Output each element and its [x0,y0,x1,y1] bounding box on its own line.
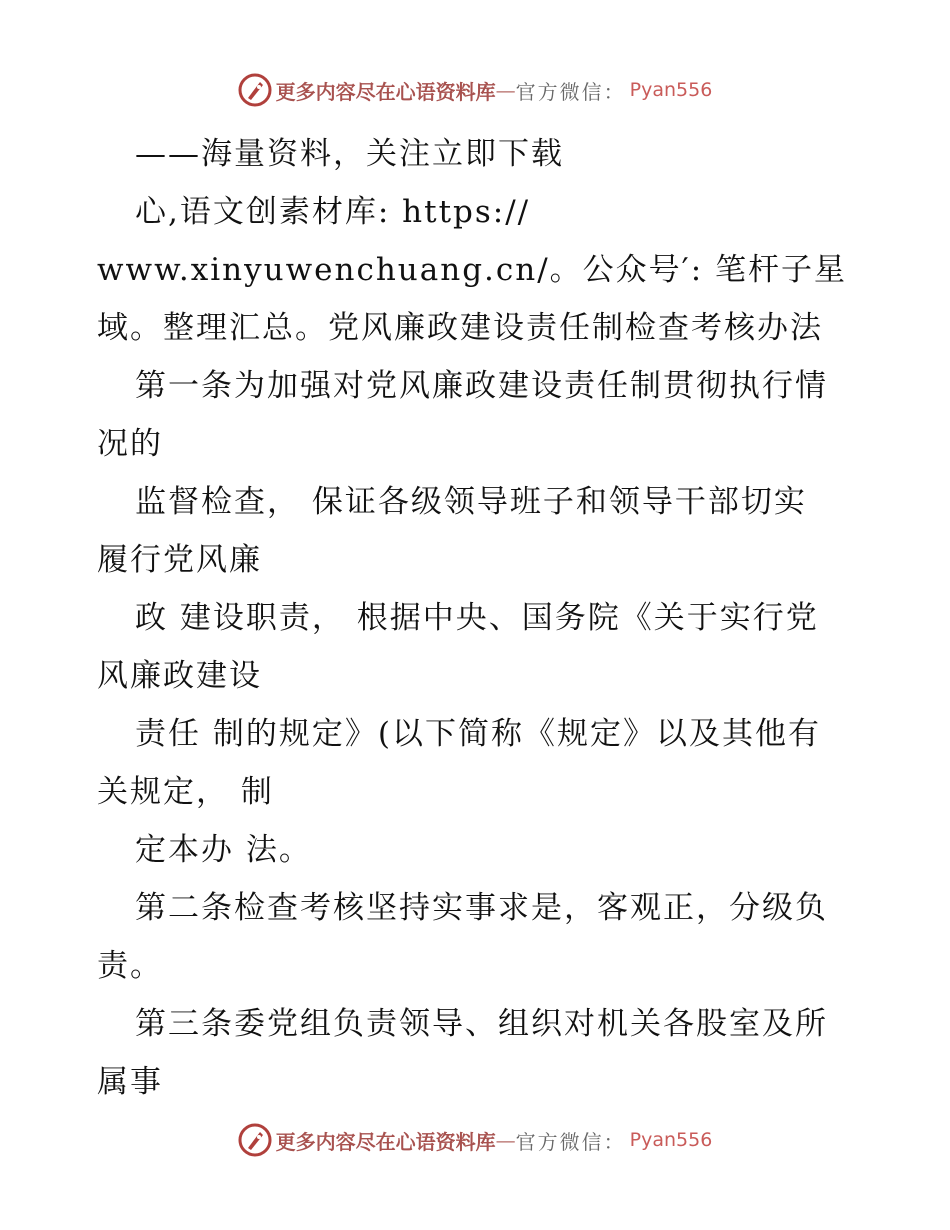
banner-wechat-id: Pyan556 [629,1129,713,1151]
banner-wechat-label: 官方微信： [515,1129,626,1154]
banner-text: 更多内容尽在心语资料库 [275,1129,496,1154]
doc-line: 第一条为加强对党风廉政建设责任制贯彻执行情 [135,368,828,404]
doc-line: 监督检查， 保证各级领导班子和领导干部切实 [135,484,807,520]
doc-line: 责。 [97,948,163,984]
doc-line: 心,语文创素材库: https:// [135,194,531,230]
banner-dash: — [495,78,516,102]
doc-line: 定本办 法。 [135,832,312,868]
banner-text: 更多内容尽在心语资料库 [275,79,496,104]
fountain-pen-icon [238,1123,272,1157]
banner-wechat-label: 官方微信： [515,79,626,104]
footer-banner [0,1118,950,1162]
doc-line: 政 建设职责， 根据中央、国务院《关于实行党 [135,600,819,636]
doc-line: 履行党风廉 [97,542,262,578]
banner-wechat-id: Pyan556 [629,79,713,101]
banner-dash: — [495,1128,516,1152]
doc-line: 第二条检查考核坚持实事求是，客观正，分级负 [135,890,828,926]
doc-line: 域。整理汇总。党风廉政建设责任制检查考核办法 [97,310,823,346]
doc-line: 属事 [97,1064,163,1100]
doc-line: 风廉政建设 [97,658,262,694]
doc-line: 关规定， 制 [97,774,274,810]
doc-line: 第三条委党组负责领导、组织对机关各股室及所 [135,1006,828,1042]
doc-line: 责任 制的规定》(以下简称《规定》以及其他有 [135,716,821,752]
doc-line: 况的 [97,426,163,462]
doc-line: ——海量资料，关注立即下载 [135,136,564,172]
doc-line: www.xinyuwenchuang.cn/。公众号′: 笔杆子星 [97,252,848,288]
